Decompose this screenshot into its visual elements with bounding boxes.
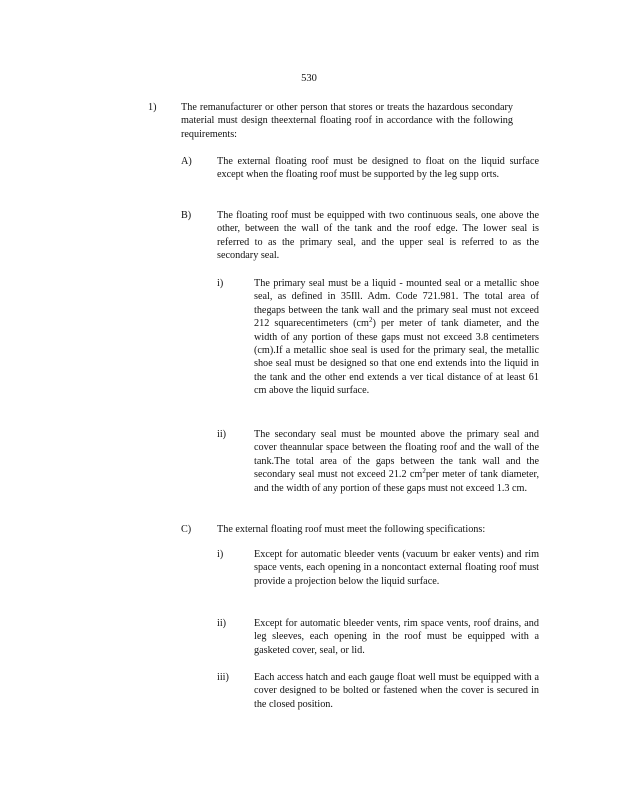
item-b-ii-marker: ii) [217, 429, 227, 440]
item-c-ii-text: Except for automatic bleeder vents, rim space vents, roof drains, and leg sleeves, each opening in the roof must be equipped with a gasketed cover, seal, or lid. [254, 618, 539, 656]
item-c-ii-marker: ii) [217, 618, 227, 629]
item-b-i-superscript: 2 [368, 316, 373, 325]
item-b-ii-text-after: per meter of tank diameter, and the width of any portion of these gaps must not exceed 1.3 cm. [254, 469, 540, 494]
item-b-ii-text-before: The secondary seal must be mounted above the primary seal and cover theannular space between the floating roof and the wall of the tank.The total area of the gaps between the tank wall and the secondary seal must not exceed 21.2 cm [254, 429, 539, 481]
item-c-i-marker: i) [217, 549, 224, 560]
item-b-i-text-after: ) per meter of tank diameter, and the width of any portion of these gaps must not exceed 3.8 centimeters (cm).If a metallic shoe seal is used for the primary seal, the metallic shoe seal must be designed so that one end extends into the liquid in the tank and the other end extends a ver tical distance of at least 61 cm above the liquid surface. [254, 318, 539, 397]
item-b-ii-superscript: 2 [422, 467, 426, 476]
item-c-iii-text: Each access hatch and each gauge float well must be equipped with a cover designed to be bolted or fastened when the cover is secured in the closed position. [254, 672, 539, 710]
item-c-text: The external floating roof must meet the following specifications: [217, 524, 486, 535]
item-b-i-marker: i) [217, 278, 224, 289]
item-c-i-text: Except for automatic bleeder vents (vacuum br eaker vents) and rim space vents, each opening in a noncontact external floating roof must provide a projection below the liquid surface. [254, 549, 539, 587]
item-b-ii-text [254, 428, 539, 495]
item-a-marker: A) [181, 156, 192, 167]
item-b-i-text-before: The primary seal must be a liquid - mounted seal or a metallic shoe seal, as defined in 35Ill. Adm. Code 721.981. The total area of thegaps between the tank wall and the primary seal must not exceed 212 squarecentimeters (cm [254, 278, 539, 330]
item-1-marker: 1) [148, 102, 157, 113]
item-1-text: The remanufacturer or other person that stores or treats the hazardous secondary material must design theexternal floating roof in accordance with the following requirements: [181, 102, 513, 140]
item-b-i-text [254, 277, 539, 398]
item-c-marker: C) [181, 524, 192, 535]
item-b-text: The floating roof must be equipped with two continuous seals, one above the other, between the wall of the tank and the roof edge. The lower seal is referred to as the primary seal, and the upper seal is referred to as the secondary seal. [217, 210, 539, 262]
item-a-text: The external floating roof must be designed to float on the liquid surface except when the floating roof must be supported by the leg supp orts. [217, 156, 539, 181]
page-number: 530 [301, 73, 317, 84]
item-c-iii-marker: iii) [217, 672, 229, 683]
item-b-marker: B) [181, 210, 192, 221]
